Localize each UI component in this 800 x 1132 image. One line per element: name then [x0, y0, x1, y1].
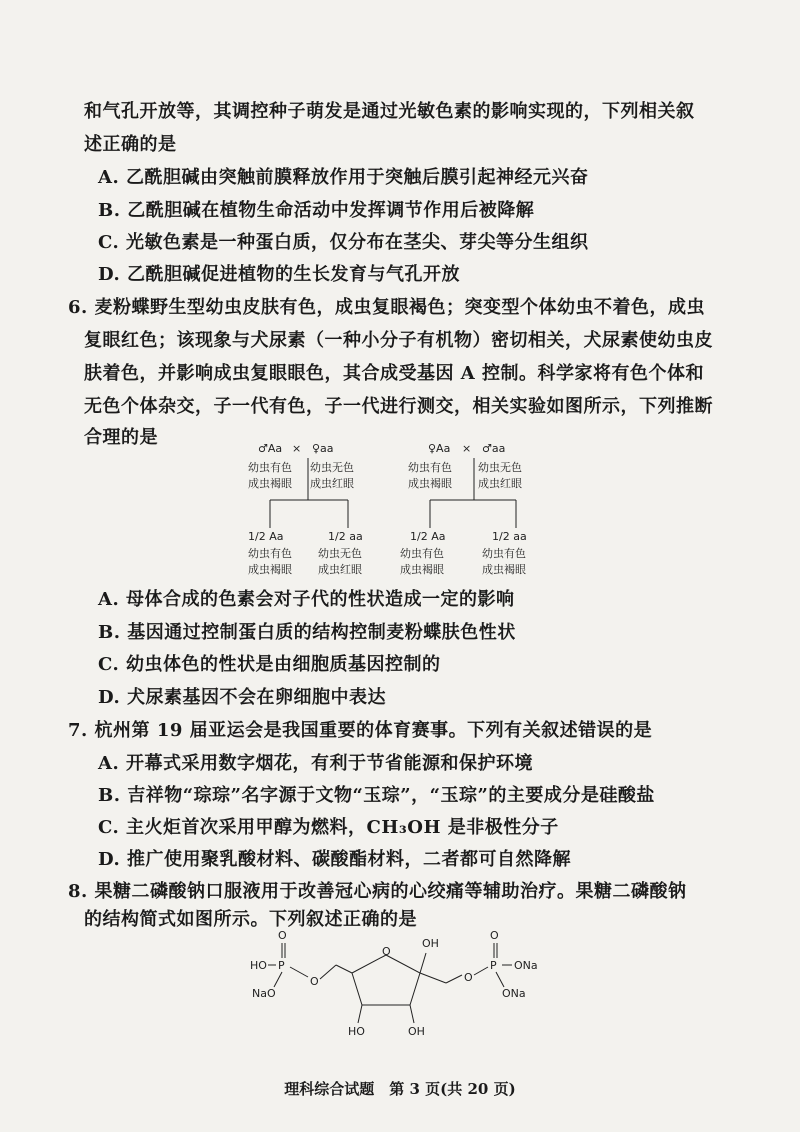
- struct-bond-oh2: [410, 1005, 414, 1023]
- q7-option-b: B. 吉祥物“琮琮”名字源于文物“玉琮”，“玉琮”的主要成分是硅酸盐: [98, 785, 655, 806]
- cross-2: [400, 442, 527, 576]
- q6-stem-line-4: 无色个体杂交，子一代有色，子一代进行测交，相关实验如图所示，下列推断: [84, 396, 713, 417]
- q7-option-c: C. 主火炬首次采用甲醇为燃料，CH₃OH 是非极性分子: [98, 817, 559, 838]
- struct-bond-ho2: [358, 1005, 362, 1023]
- q5-option-c: C. 光敏色素是一种蛋白质，仅分布在茎尖、芽尖等分生组织: [98, 232, 589, 253]
- struct-o2: O: [310, 975, 319, 988]
- struct-ona1: ONa: [514, 959, 538, 972]
- struct-o4: O: [490, 929, 499, 942]
- cross2-o2-adult: 成虫褐眼: [482, 563, 526, 576]
- q6-option-c: C. 幼虫体色的性状是由细胞质基因控制的: [98, 654, 441, 675]
- cross2-p1-larva: 幼虫有色: [408, 461, 452, 474]
- q7-option-a: A. 开幕式采用数字烟花，有利于节省能源和保护环境: [98, 753, 533, 774]
- cross1-p2-larva: 幼虫无色: [310, 461, 354, 474]
- struct-o1: O: [278, 929, 287, 942]
- cross2-o1-adult: 成虫褐眼: [400, 563, 444, 576]
- fructose-diphosphate-structure: [240, 925, 570, 1045]
- q5-option-d: D. 乙酰胆碱促进植物的生长发育与气孔开放: [98, 264, 460, 285]
- struct-ho2: HO: [348, 1025, 365, 1038]
- struct-bond-o3-p: [474, 967, 488, 975]
- cross1-o1-adult: 成虫褐眼: [248, 563, 292, 576]
- cross1-male-genotype: ♂Aa: [258, 442, 283, 455]
- cross2-female-genotype: ♀Aa: [428, 442, 451, 455]
- cross2-o2-larva: 幼虫有色: [482, 547, 526, 560]
- q6-option-a: A. 母体合成的色素会对子代的性状造成一定的影响: [98, 589, 515, 610]
- q5-option-a: A. 乙酰胆碱由突触前膜释放作用于突触后膜引起神经元兴奋: [98, 167, 589, 188]
- cross1-o2-larva: 幼虫无色: [318, 547, 362, 560]
- struct-bond-oh-top: [420, 953, 426, 973]
- testcross-diagram: [230, 440, 580, 580]
- q8-stem-line-1: 8. 果糖二磷酸钠口服液用于改善冠心病的心绞痛等辅助治疗。果糖二磷酸钠: [68, 881, 687, 902]
- struct-bond-pona: [274, 972, 282, 987]
- struct-nao: NaO: [252, 987, 276, 1000]
- struct-p2: P: [490, 959, 497, 972]
- cross2-offspring-1: 1/2 Aa: [410, 530, 446, 543]
- cross1-o2-adult: 成虫红眼: [318, 563, 362, 576]
- cross1-offspring-2: 1/2 aa: [328, 530, 363, 543]
- cross2-male-genotype: ♂aa: [482, 442, 506, 455]
- q6-option-d: D. 犬尿素基因不会在卵细胞中表达: [98, 687, 386, 708]
- cross1-times: ×: [292, 442, 302, 455]
- cross1-p2-adult: 成虫红眼: [310, 477, 354, 490]
- struct-bond-c-ch2: [420, 973, 446, 983]
- intro-line-1: 和气孔开放等，其调控种子萌发是通过光敏色素的影响实现的，下列相关叙: [84, 101, 695, 122]
- cross1-female-genotype: ♀aa: [312, 442, 334, 455]
- struct-ho1: HO: [250, 959, 267, 972]
- q7-stem: 7. 杭州第 19 届亚运会是我国重要的体育赛事。下列有关叙述错误的是: [68, 720, 653, 741]
- q8-stem-line-2: 的结构简式如图所示。下列叙述正确的是: [84, 909, 417, 930]
- struct-o3: O: [464, 971, 473, 984]
- cross2-offspring-2: 1/2 aa: [492, 530, 527, 543]
- struct-bond-ch2c: [336, 965, 352, 973]
- struct-oh2: OH: [408, 1025, 425, 1038]
- q6-stem-line-2: 复眼红色；该现象与犬尿素（一种小分子有机物）密切相关，犬尿素使幼虫皮: [84, 330, 713, 351]
- q6-stem-line-3: 肤着色，并影响成虫复眼眼色，其合成受基因 A 控制。科学家将有色个体和: [84, 363, 704, 384]
- struct-p1: P: [278, 959, 285, 972]
- cross1-o1-larva: 幼虫有色: [248, 547, 292, 560]
- cross1-p1-adult: 成虫褐眼: [248, 477, 292, 490]
- cross1-p1-larva: 幼虫有色: [248, 461, 292, 474]
- struct-bond-ch2-o3: [446, 975, 462, 983]
- q6-stem-line-1: 6. 麦粉蝶野生型幼虫皮肤有色，成虫复眼褐色；突变型个体幼虫不着色，成虫: [68, 297, 706, 318]
- q6-stem-line-5: 合理的是: [84, 427, 158, 448]
- cross2-p2-adult: 成虫红眼: [478, 477, 522, 490]
- struct-bond-p-ona2: [496, 972, 504, 987]
- cross-1: [248, 442, 363, 576]
- q7-option-d: D. 推广使用聚乳酸材料、碳酸酯材料，二者都可自然降解: [98, 849, 571, 870]
- cross2-o1-larva: 幼虫有色: [400, 547, 444, 560]
- cross2-p1-adult: 成虫褐眼: [408, 477, 452, 490]
- cross2-p2-larva: 幼虫无色: [478, 461, 522, 474]
- struct-o-ring: O: [382, 945, 391, 958]
- struct-ona2: ONa: [502, 987, 526, 1000]
- q6-option-b: B. 基因通过控制蛋白质的结构控制麦粉蝶肤色性状: [98, 622, 516, 643]
- struct-bond-och2: [320, 965, 336, 979]
- cross1-offspring-1: 1/2 Aa: [248, 530, 284, 543]
- struct-bond-po2: [290, 967, 308, 977]
- struct-oh-top: OH: [422, 937, 439, 950]
- struct-ring: [352, 955, 420, 1005]
- cross2-times: ×: [462, 442, 472, 455]
- intro-line-2: 述正确的是: [84, 134, 177, 155]
- q5-option-b: B. 乙酰胆碱在植物生命活动中发挥调节作用后被降解: [98, 200, 535, 221]
- page-footer: 理科综合试题 第 3 页(共 20 页): [284, 1080, 516, 1098]
